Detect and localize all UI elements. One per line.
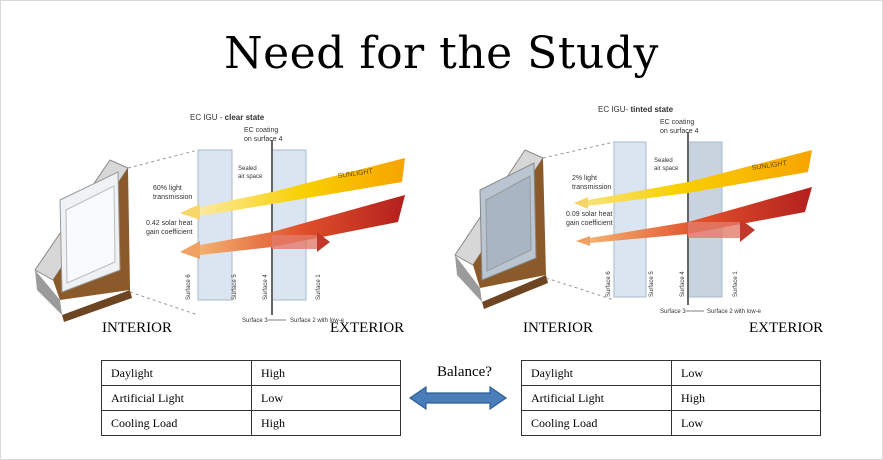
right-sunlight-label: SUNLIGHT (751, 160, 788, 172)
table-row (522, 361, 821, 386)
right-heat-label: 0.09 solar heat gain coefficient (566, 211, 613, 227)
right-surface5: Surface 5 (649, 271, 655, 297)
right-window-frame-illustration (455, 150, 548, 309)
left-surface6: Surface 6 (186, 274, 192, 300)
right-leader-top (543, 142, 614, 158)
table-cell: Daylight (522, 361, 672, 386)
right-diagram-title: EC IGU- tinted state (598, 105, 674, 114)
table-row (522, 411, 821, 436)
table-row (522, 386, 821, 411)
table-cell: Low (672, 411, 821, 436)
left-sunlight-label: SUNLIGHT (337, 168, 374, 180)
right-interior-label: INTERIOR (523, 320, 593, 336)
left-sealed-label: Sealed air space (238, 166, 263, 180)
table-cell: Artificial Light (522, 386, 672, 411)
right-inner-pane (614, 142, 646, 297)
table-cell: High (252, 361, 401, 386)
left-surface4: Surface 4 (263, 274, 269, 300)
table-cell: High (252, 411, 401, 436)
table-cell: Low (672, 361, 821, 386)
right-surface4: Surface 4 (680, 271, 686, 297)
left-diagram-title: EC IGU - clear state (190, 113, 265, 122)
left-comparison-table (101, 360, 401, 436)
left-surface5: Surface 5 (232, 274, 238, 300)
right-ec-coating-label: EC coating on surface 4 (660, 119, 699, 135)
right-surface2: Surface 2 with low-e (707, 309, 762, 315)
table-row (102, 386, 401, 411)
table-row (102, 361, 401, 386)
left-exterior-label: EXTERIOR (330, 320, 405, 336)
left-leader-top (128, 150, 198, 168)
right-comparison-table (521, 360, 821, 436)
table-cell: High (672, 386, 821, 411)
table-cell: Daylight (102, 361, 252, 386)
left-inner-pane (198, 150, 232, 300)
right-surface3: Surface 3 (660, 309, 686, 315)
left-window-frame-illustration (35, 160, 132, 322)
right-heat-arrowhead (576, 236, 590, 246)
left-light-label: 60% light transmission (153, 185, 193, 201)
balance-label: Balance? (437, 364, 492, 380)
left-surface3: Surface 3 (242, 318, 268, 324)
left-surface2: Surface 2 with low-e (290, 318, 345, 324)
right-sealed-label: Sealed air space (654, 158, 679, 172)
right-light-arrowhead (574, 197, 588, 209)
double-arrow-icon (408, 385, 508, 411)
slide-title: Need for the Study (224, 28, 659, 79)
left-interior-label: INTERIOR (102, 320, 172, 336)
right-surface6: Surface 6 (606, 271, 612, 297)
left-light-arrowhead (180, 204, 200, 220)
left-heat-arrowhead (180, 241, 200, 259)
left-heat-label: 0.42 solar heat gain coefficient (146, 220, 193, 236)
right-diagram (455, 105, 812, 315)
table-cell: Low (252, 386, 401, 411)
right-light-label: 2% light transmission (572, 175, 612, 191)
left-surface1: Surface 1 (316, 274, 322, 300)
right-surface1: Surface 1 (733, 271, 739, 297)
right-exterior-label: EXTERIOR (749, 320, 824, 336)
table-cell: Artificial Light (102, 386, 252, 411)
right-leader-bottom (546, 278, 614, 300)
left-diagram (35, 113, 405, 324)
left-ec-coating-label: EC coating on surface 4 (244, 127, 283, 143)
table-cell: Cooling Load (102, 411, 252, 436)
table-cell: Cooling Load (522, 411, 672, 436)
table-row (102, 411, 401, 436)
